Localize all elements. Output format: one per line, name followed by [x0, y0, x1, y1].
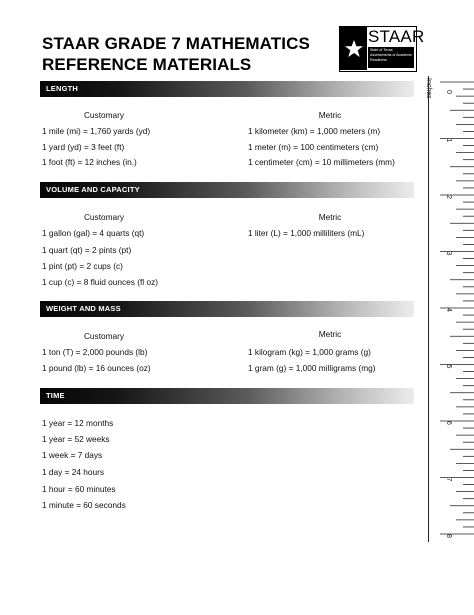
section-header-length: LENGTH: [40, 81, 414, 97]
ruler-inch-label: 3: [445, 251, 452, 256]
ruler-inch-label: 2: [445, 195, 452, 199]
star-icon: [340, 27, 367, 70]
length-customary-1: 1 mile (mi) = 1,760 yards (yd): [42, 126, 151, 136]
title-line-2: REFERENCE MATERIALS: [42, 55, 252, 74]
time-item-1: 1 year = 12 months: [42, 418, 114, 428]
length-metric-1: 1 kilometer (km) = 1,000 meters (m): [248, 126, 381, 136]
volume-customary-2: 1 quart (qt) = 2 pints (pt): [42, 245, 132, 255]
weight-customary-2: 1 pound (lb) = 16 ounces (oz): [42, 363, 151, 373]
section-header-weight: WEIGHT AND MASS: [40, 301, 414, 317]
volume-customary-4: 1 cup (c) = 8 fluid ounces (fl oz): [42, 277, 158, 287]
ruler-units-label: Inches: [425, 78, 432, 99]
ruler-inch-label: 0: [445, 90, 452, 94]
weight-metric-heading: Metric: [318, 329, 342, 339]
section-header-time: TIME: [40, 388, 414, 404]
length-metric-heading: Metric: [318, 110, 342, 120]
length-customary-3: 1 foot (ft) = 12 inches (in.): [42, 157, 137, 167]
ruler-inch-label: 1: [445, 138, 452, 143]
length-metric-3: 1 centimeter (cm) = 10 millimeters (mm): [248, 157, 395, 167]
title-line-1: STAAR GRADE 7 MATHEMATICS: [42, 34, 310, 53]
ruler-edge: [428, 76, 429, 542]
logo-wordmark: STAAR: [368, 27, 425, 46]
length-customary-2: 1 yard (yd) = 3 feet (ft): [42, 142, 125, 152]
logo-tagline: State of Texas Assessments of Academic Readiness: [368, 47, 414, 68]
volume-customary-1: 1 gallon (gal) = 4 quarts (qt): [42, 228, 145, 238]
weight-metric-2: 1 gram (g) = 1,000 milligrams (mg): [248, 363, 376, 373]
ruler-inch-label: 7: [445, 477, 452, 482]
length-customary-heading: Customary: [83, 110, 125, 120]
weight-customary-heading: Customary: [83, 331, 125, 341]
staar-logo: [339, 26, 425, 72]
ruler-inch-label: 4: [445, 308, 452, 312]
page-title: [42, 33, 342, 75]
time-item-6: 1 minute = 60 seconds: [42, 500, 126, 510]
ruler-inch-label: 5: [445, 364, 452, 369]
volume-customary-heading: Customary: [83, 212, 125, 222]
length-metric-2: 1 meter (m) = 100 centimeters (cm): [248, 142, 379, 152]
volume-metric-heading: Metric: [318, 212, 342, 222]
time-item-3: 1 week = 7 days: [42, 450, 103, 460]
time-item-2: 1 year = 52 weeks: [42, 434, 110, 444]
volume-customary-3: 1 pint (pt) = 2 cups (c): [42, 261, 123, 271]
section-header-volume: VOLUME AND CAPACITY: [40, 182, 414, 198]
time-item-5: 1 hour = 60 minutes: [42, 484, 116, 494]
volume-metric-1: 1 liter (L) = 1,000 milliliters (mL): [248, 228, 365, 238]
weight-metric-1: 1 kilogram (kg) = 1,000 grams (g): [248, 347, 371, 357]
ruler-inch-label: 8: [445, 534, 452, 538]
ruler-inch-label: 6: [445, 421, 452, 425]
weight-customary-1: 1 ton (T) = 2,000 pounds (lb): [42, 347, 148, 357]
time-item-4: 1 day = 24 hours: [42, 467, 105, 477]
